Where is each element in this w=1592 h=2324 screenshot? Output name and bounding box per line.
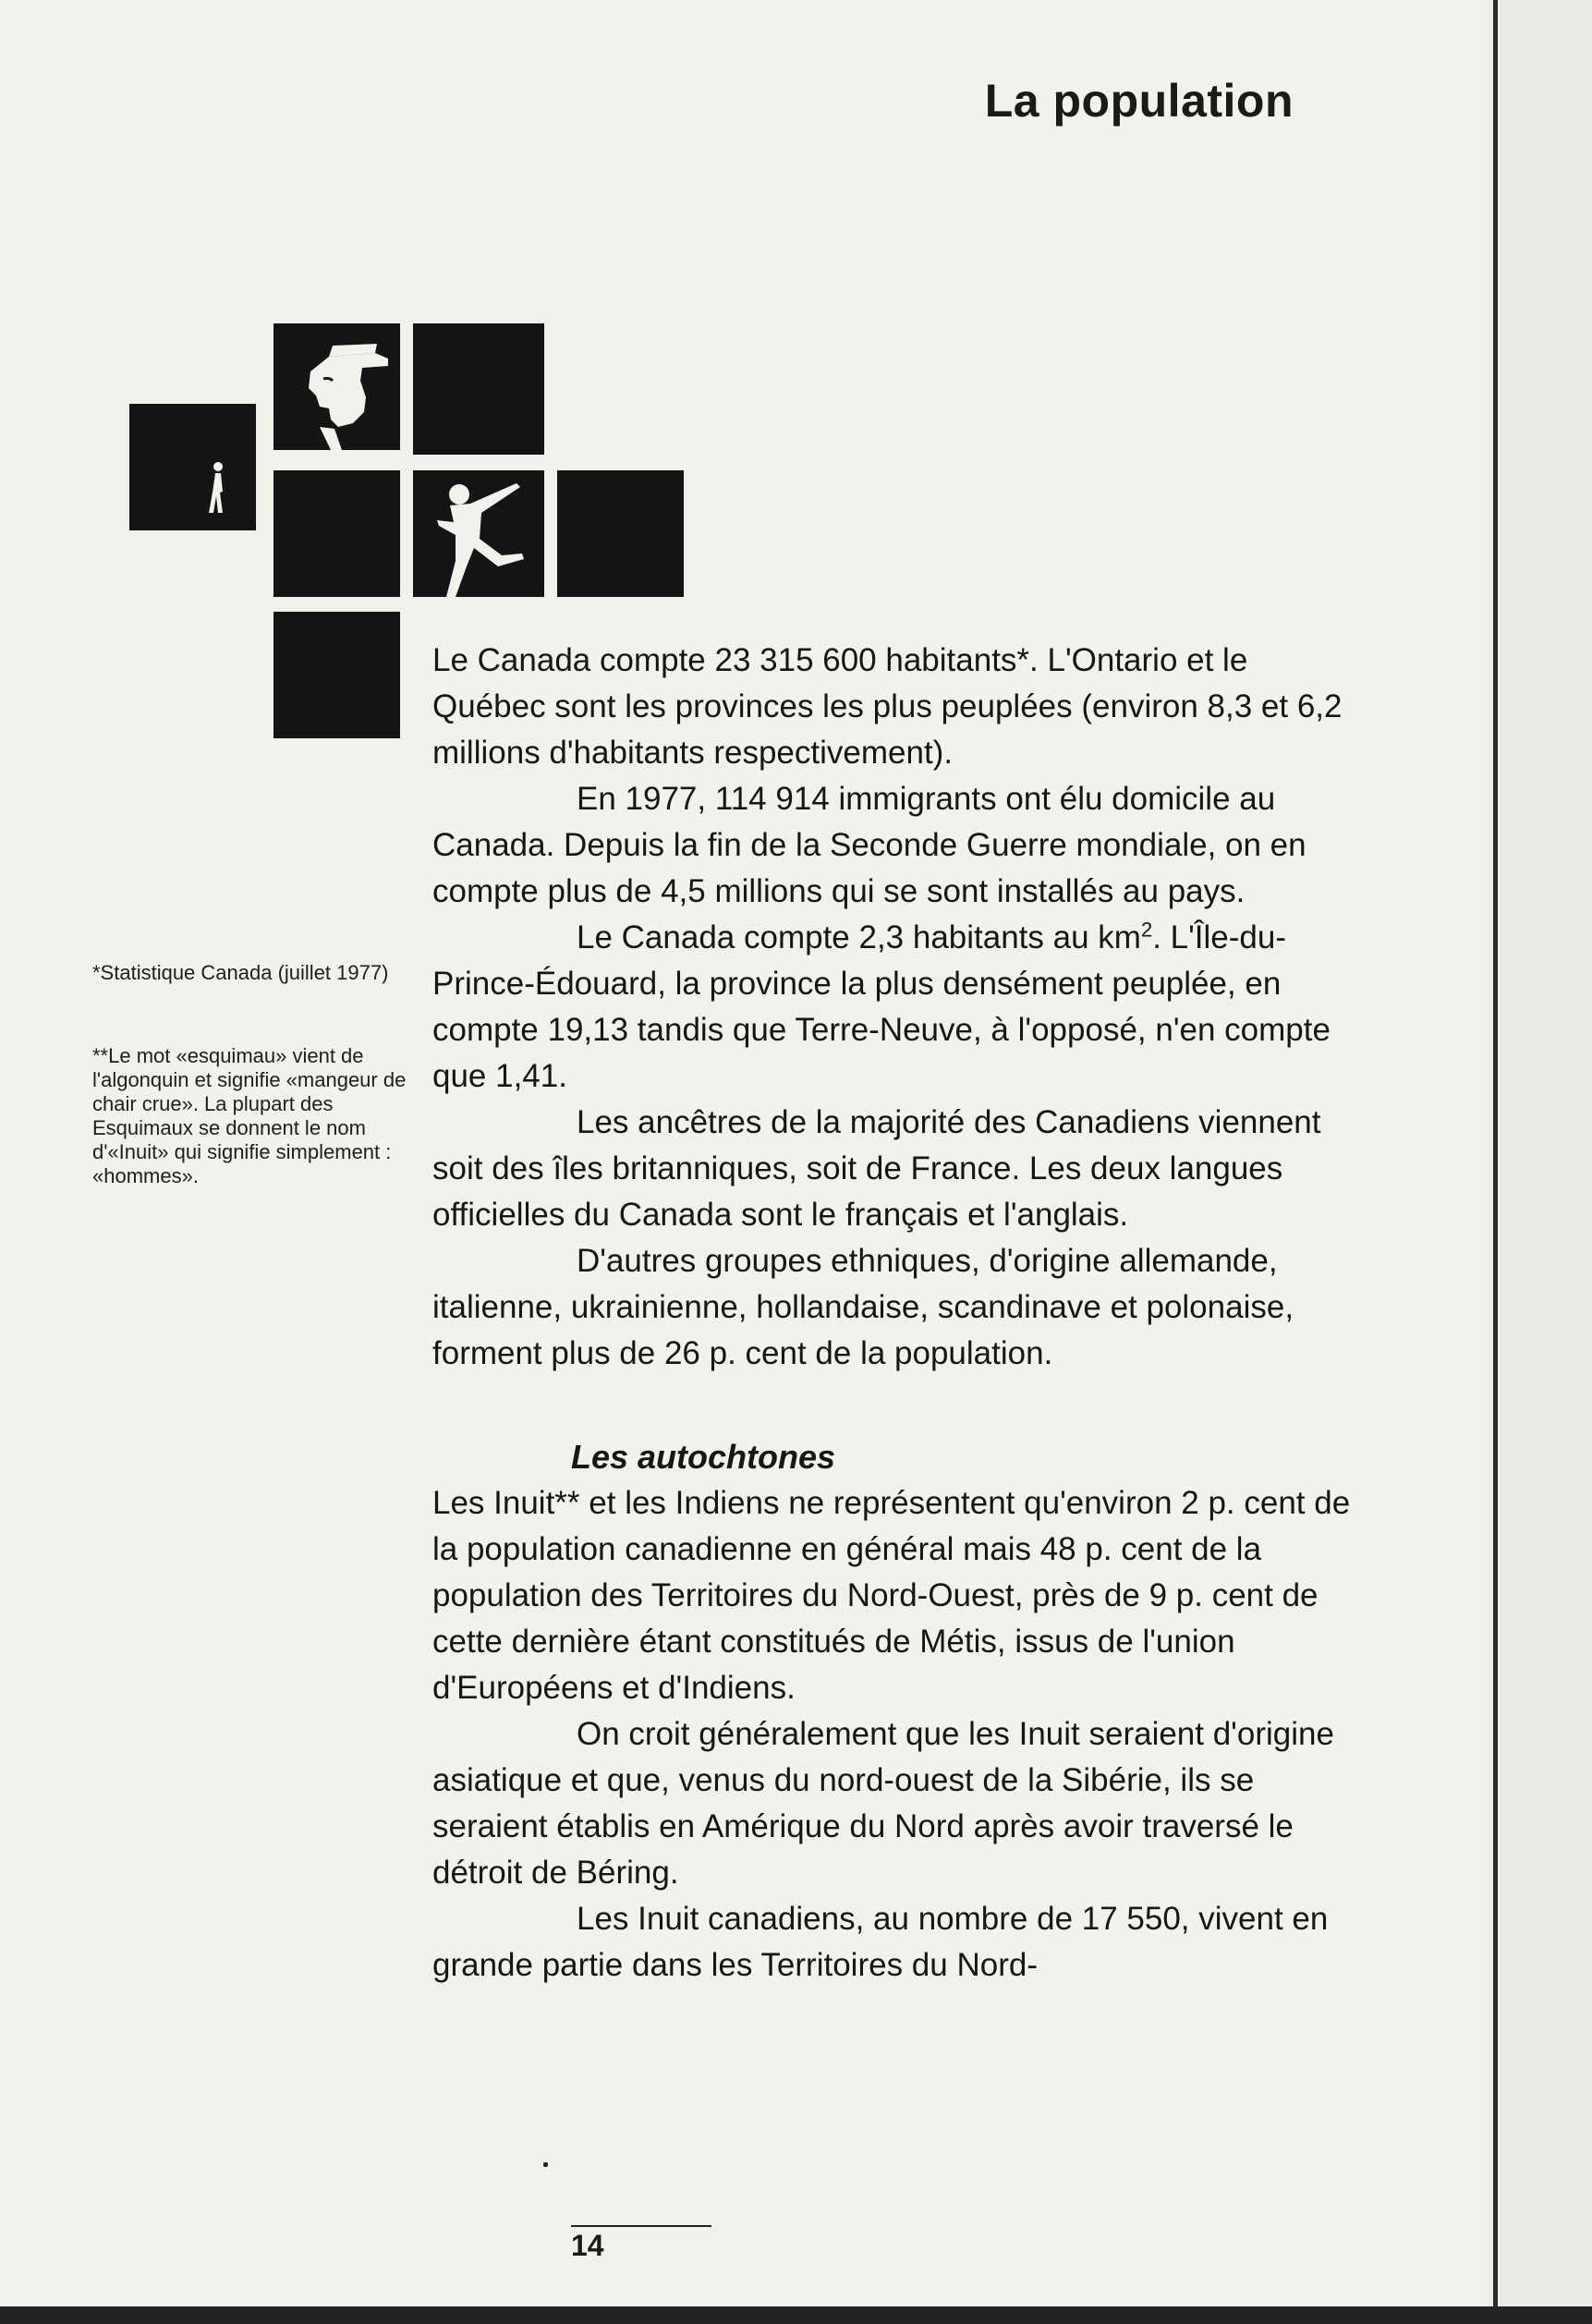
paragraph: Les Inuit** et les Indiens ne représentent qu'environ 2 p. cent de la population canadienne en général mais 48 p. cent de la population des Territoires du Nord-Ouest, près de 9 p. cent de cette dernière étant constitués de Métis, issus de l'union d'Européens et d'Indiens. [432, 1485, 1351, 1706]
paragraph-part: Le Canada compte 2,3 habitants au km [577, 919, 1141, 955]
bottom-edge [0, 2306, 1592, 2324]
paragraph: Les ancêtres de la majorité des Canadiens viennent soit des îles britanniques, soit de France. Les deux langues officielles du Canada sont le français et l'anglais. [432, 1104, 1321, 1233]
collage-square-portrait [273, 323, 400, 450]
paragraph: On croit généralement que les Inuit seraient d'origine asiatique et que, venus du nord-ouest de la Sibérie, ils se seraient établis en Amérique du Nord après avoir traversé le détroit de Béring. [432, 1716, 1334, 1891]
superscript: 2 [1140, 918, 1153, 942]
print-speck [543, 2162, 548, 2167]
paragraph [432, 915, 1356, 1100]
page-number-rule [571, 2225, 711, 2227]
paragraph: Les Inuit canadiens, au nombre de 17 550, vivent en grande partie dans les Territoires du Nord- [432, 1901, 1329, 1983]
footnote-statistique [92, 961, 407, 985]
walking-child-icon [129, 404, 256, 530]
collage-square-dancer [413, 470, 544, 597]
page-title: La population [984, 75, 1294, 127]
paragraph-part: . L'Île-du-Prince-Édouard, la province la plus densément peuplée, en compte 19,13 tandis que Terre-Neuve, à l'opposé, n'en compte que 1,41. [432, 919, 1331, 1094]
collage-square-plain-right [557, 470, 684, 597]
section-heading: Les autochtones [571, 1438, 836, 1476]
body-text [432, 638, 1356, 1989]
collage-square-plain-bottom [273, 612, 400, 738]
man-in-cap-profile-icon [273, 323, 400, 450]
footnote-text: *Statistique Canada (juillet 1977) [92, 961, 389, 984]
collage-square-plain-mid [273, 470, 400, 597]
footnote-text: **Le mot «esquimau» vient de l'algonquin et signifie «mangeur de chair crue». La plupart des Esquimaux se donnent le nom d'«Inuit» qui signifie simplement : «hommes». [92, 1044, 407, 1187]
collage-square-walker [129, 404, 256, 530]
collage-square-plain-top [413, 323, 544, 455]
leaping-dancer-icon [413, 470, 544, 597]
page-number: 14 [571, 2229, 604, 2262]
page-binding [1488, 0, 1592, 2324]
binding-edge [1493, 0, 1498, 2324]
paragraph: D'autres groupes ethniques, d'origine allemande, italienne, ukrainienne, hollandaise, scandinave et polonaise, forment plus de 26 p. cent de la population. [432, 1243, 1294, 1371]
spacer [432, 1377, 1356, 1434]
footnote-esquimau [92, 1044, 407, 1188]
paragraph: En 1977, 114 914 immigrants ont élu domicile au Canada. Depuis la fin de la Seconde Guerre mondiale, on en compte plus de 4,5 millions qui se sont installés au pays. [432, 781, 1306, 909]
paragraph: Le Canada compte 23 315 600 habitants*. L'Ontario et le Québec sont les provinces les plus peuplées (environ 8,3 et 6,2 millions d'habitants respectivement). [432, 642, 1343, 771]
